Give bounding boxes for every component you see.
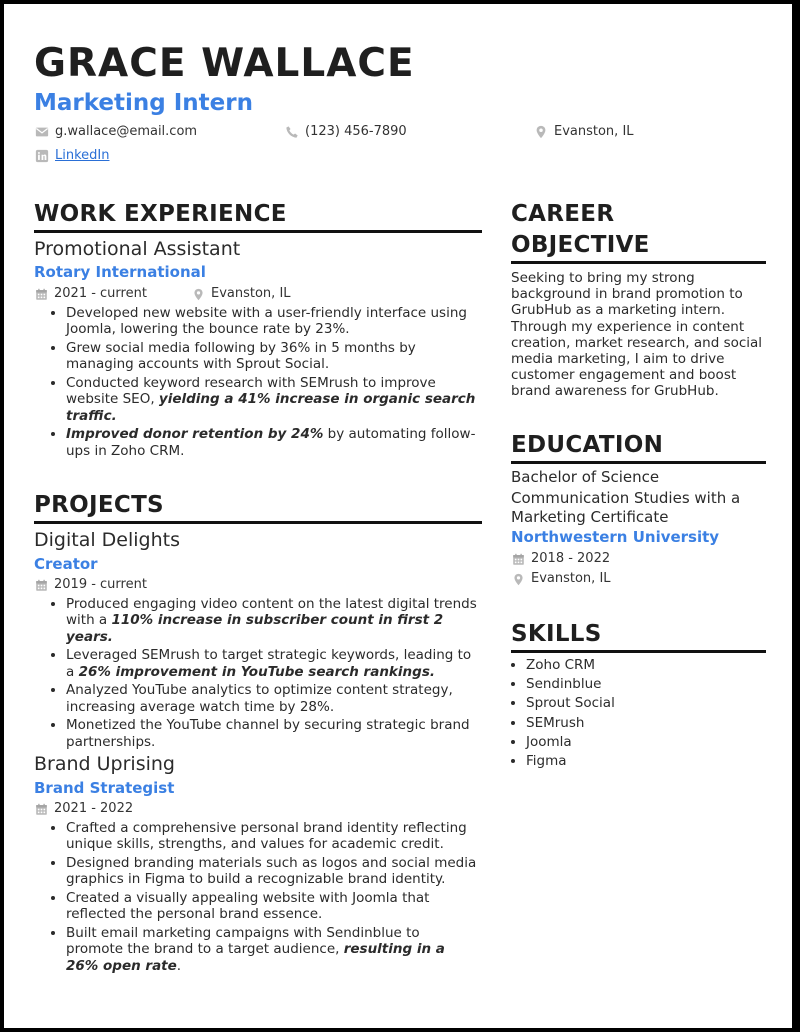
bullet-text: by automating follow-ups in Zoho CRM. [66, 426, 476, 459]
project-dates-text: 2021 - 2022 [54, 801, 134, 816]
education-dates [512, 550, 610, 568]
bullet-text: Analyzed YouTube analytics to optimize content strategy, increasing average watch time by 28%. [66, 682, 453, 715]
bullet-text: Designed branding materials such as logos and social media graphics in Figma to build a recognizable brand identity. [66, 854, 477, 888]
projects-heading: PROJECTS [34, 492, 164, 518]
bullet-text: . [176, 957, 182, 974]
calendar-icon [35, 288, 48, 301]
bullet-item [66, 820, 478, 853]
bullet-item [66, 717, 478, 750]
bullet-item [66, 682, 478, 715]
bullet-item [66, 340, 478, 373]
project-bullets [34, 596, 478, 752]
location-text: Evanston, IL [554, 124, 634, 139]
location-pin-icon [534, 125, 548, 139]
project-dates [35, 800, 133, 818]
contact-location [534, 123, 634, 141]
project-role: Brand Strategist [34, 779, 175, 797]
email-text: g.wallace@email.com [55, 124, 198, 139]
work-heading-rule [34, 230, 482, 233]
project-bullets [34, 820, 478, 976]
linkedin-icon [35, 149, 49, 163]
projects-heading-rule [34, 521, 482, 524]
bullet-item [66, 890, 478, 923]
highlight-text: 26% improvement in YouTube search rankings. [78, 663, 435, 680]
highlight-text: Improved donor retention by 24% [66, 426, 324, 443]
bullet-text: Grew social media following by 36% in 5 months by managing accounts with Sprout Social. [66, 339, 416, 373]
skill-item: • Sprout Social [526, 694, 766, 713]
job-title: Promotional Assistant [34, 238, 241, 260]
career-objective-heading-line2: OBJECTIVE [511, 232, 650, 258]
bullet-text: Conducted keyword research with SEMrush to improve website SEO, [66, 374, 436, 408]
degree: Bachelor of Science [511, 468, 660, 486]
project-dates-text: 2019 - current [54, 577, 147, 592]
bullet-text: Monetized the YouTube channel by securing strategic brand partnerships. [66, 717, 470, 750]
calendar-icon [512, 553, 525, 566]
education-location-text: Evanston, IL [531, 571, 611, 586]
school-name: Northwestern University [511, 528, 720, 546]
bullet-text: Produced engaging video content on the latest digital trends with a [66, 596, 477, 629]
bullet-item [66, 647, 478, 680]
job-dates-text: 2021 - current [54, 286, 147, 301]
skill-item: • Zoho CRM [526, 656, 766, 675]
bullet-text: Crafted a comprehensive personal brand identity reflecting unique skills, strengths, and values for academic credit. [66, 820, 467, 853]
candidate-name: GRACE WALLACE [34, 41, 415, 86]
bullet-item [66, 925, 478, 974]
bullet-text: Built email marketing campaigns with Sendinblue to promote the brand to a target audience, [66, 924, 420, 958]
job-organization: Rotary International [34, 263, 206, 281]
objective-heading-rule [511, 261, 766, 264]
skill-item: • SEMrush [526, 714, 766, 733]
location-pin-icon [512, 573, 525, 586]
job-location-text: Evanston, IL [211, 286, 291, 301]
highlight-text: yielding a 41% increase in organic search traffic. [66, 391, 476, 424]
skills-list [511, 656, 766, 771]
linkedin-link[interactable]: LinkedIn [55, 148, 110, 163]
bullet-item [66, 305, 478, 338]
career-objective-heading-line1: CAREER [511, 201, 615, 227]
bullet-text: Leveraged SEMrush to target strategic keywords, leading to a [66, 647, 472, 680]
education-heading-rule [511, 461, 766, 464]
bullet-item [66, 375, 478, 424]
bullet-text: Created a visually appealing website with Joomla that reflected the personal brand essence. [66, 889, 430, 923]
education-dates-text: 2018 - 2022 [531, 551, 611, 566]
highlight-text: resulting in a 26% open rate [66, 941, 445, 974]
highlight-text: 110% increase in subscriber count in first 2 years. [66, 612, 444, 645]
resume-page [4, 4, 792, 1028]
bullet-item [66, 855, 478, 888]
contact-email [35, 123, 197, 141]
bullet-text: Developed new website with a user-friendly interface using Joomla, lowering the bounce rate by 23%. [66, 305, 467, 338]
work-experience-heading: WORK EXPERIENCE [34, 201, 287, 227]
skills-heading-rule [511, 650, 766, 653]
candidate-title: Marketing Intern [34, 90, 253, 116]
job-bullets [34, 305, 478, 461]
bullet-item [66, 426, 478, 459]
job-location [192, 285, 291, 303]
calendar-icon [35, 803, 48, 816]
skills-heading: SKILLS [511, 621, 602, 647]
skill-item: • Sendinblue [526, 675, 766, 694]
phone-icon [285, 125, 299, 139]
bullet-item [66, 596, 478, 645]
skill-item: • Figma [526, 752, 766, 771]
calendar-icon [35, 579, 48, 592]
project-dates [35, 576, 147, 594]
skill-item: • Joomla [526, 733, 766, 752]
contact-phone [285, 123, 407, 141]
field-of-study-line1: Communication Studies with a [511, 489, 741, 507]
phone-text: (123) 456-7890 [305, 124, 407, 139]
job-dates [35, 285, 147, 303]
career-objective-text: Seeking to bring my strong background in brand promotion to GrubHub as a marketing intern. Through my experience in content creation, market research, and social media marketing, I aim to drive customer engagement and boost brand awareness for GrubHub. [511, 270, 763, 400]
project-role: Creator [34, 555, 98, 573]
project-title: Brand Uprising [34, 753, 175, 775]
envelope-icon [35, 125, 49, 139]
location-pin-icon [192, 288, 205, 301]
contact-linkedin [35, 147, 109, 165]
project-title: Digital Delights [34, 529, 180, 551]
field-of-study-line2: Marketing Certificate [511, 508, 669, 526]
education-heading: EDUCATION [511, 432, 664, 458]
education-location [512, 570, 611, 588]
